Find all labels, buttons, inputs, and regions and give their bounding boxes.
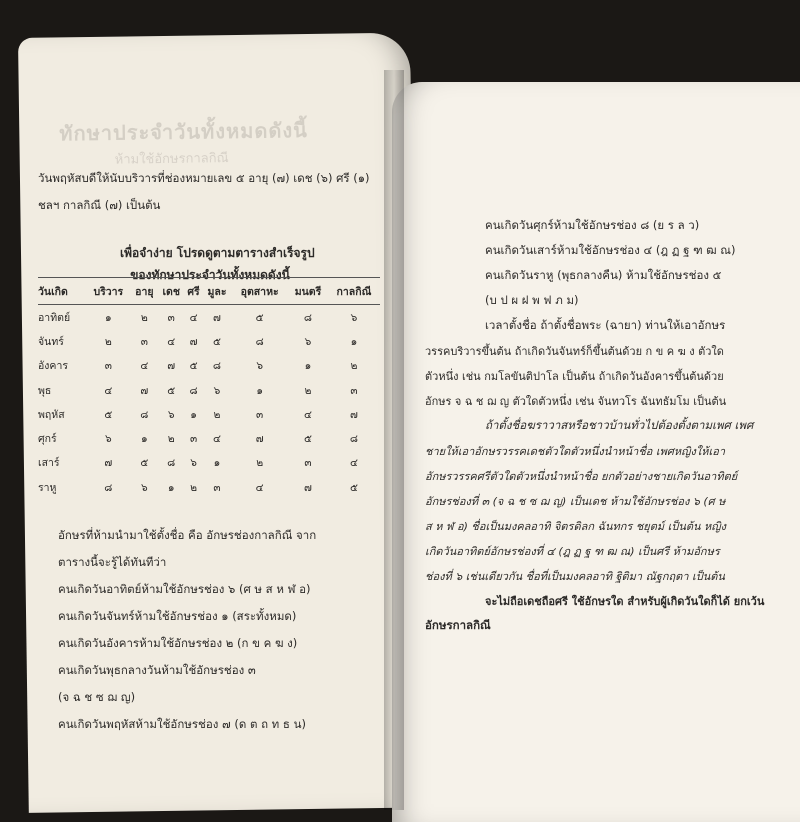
taksa-table [38,277,380,499]
table-cell: ๔ [349,457,358,470]
table-header-row [38,278,380,305]
table-cell: ๖ [304,335,312,348]
table-cell: ๓ [350,384,358,397]
show-through-subheading: ห้ามใช้อักษรกาลกิณี [114,151,229,168]
table-cell: ๔ [140,360,149,373]
table-cell: ๓ [256,408,264,421]
table-cell: ๔ [255,481,264,494]
body-line: คนเกิดวันจันทร์ห้ามใช้อักษรช่อง ๑ (สระทั้งหมด) [58,609,297,623]
book-gutter [384,70,404,810]
table-row [38,305,380,330]
body-line: วรรคบริวารขึ้นต้น ถ้าเกิดวันจันทร์ก็ขึ้นต้นด้วย ก ข ค ฆ ง ตัวใด [425,345,724,358]
col-header: มูละ [203,278,231,305]
table-cell: ๗ [349,408,358,421]
table-cell: ๒ [213,408,221,421]
table-cell: ๑ [167,481,175,494]
table-title-2: ของทักษาประจำวันทั้งหมดดังนี้ [130,268,290,282]
body-line: อักษรวรรคศรีตัวใดตัวหนึ่งนำหน้าชื่อ ยกตัวอย่างชายเกิดวันอาทิตย์ [425,470,738,483]
table-cell: เสาร์ [38,457,60,470]
table-cell: ๘ [189,384,198,397]
body-line: เวลาตั้งชื่อ ถ้าตั้งชื่อพระ (ฉายา) ท่านให้เอาอักษร [485,318,726,332]
table-cell: ๘ [255,335,264,348]
table-cell: ๕ [104,408,113,421]
table-cell: ๘ [167,457,176,470]
table-cell: ๑ [141,433,148,446]
table-cell: ๑ [190,408,197,421]
col-header: เดช [158,278,184,305]
table-row [38,426,380,450]
body-line: ช่องที่ ๖ เช่นเดียวกัน ชื่อที่เป็นมงคลอาทิ ฐิติมา ณัฐกฤตา เป็นต้น [425,570,725,583]
table-row [38,475,380,499]
table-cell: ๗ [213,311,221,324]
table-row [38,378,380,402]
table-cell: ๓ [140,335,148,348]
body-line: ตารางนี้จะรู้ได้ทันทีว่า [58,555,167,569]
body-line: ถ้าตั้งชื่อฆราวาสหรือชาวบ้านทั่วไปต้องตั้งตามเพศ เพศ [485,418,754,432]
table-cell: ๔ [104,384,113,397]
table-cell: ๖ [141,481,148,494]
table-cell: ๘ [104,481,113,494]
table-cell: ๗ [189,335,198,348]
table-cell: ๓ [104,360,112,373]
table-cell: ๖ [256,360,263,373]
col-header: อุตสาหะ [231,278,288,305]
table-cell: จันทร์ [38,335,64,348]
table-cell: ๒ [256,457,264,470]
table-cell: ๗ [304,481,312,494]
body-line: เกิดวันอาทิตย์อักษรช่องที่ ๔ (ฎ ฏ ฐ ฑ ฒ ณ) เป็นศรี ห้ามอักษร [425,545,720,558]
body-line: คนเกิดวันพุธกลางวันห้ามใช้อักษรช่อง ๓ [58,663,256,677]
body-line: อักษรที่ห้ามนำมาใช้ตั้งชื่อ คือ อักษรช่องกาลกิณี จาก [58,528,317,542]
table-cell: ๕ [167,384,176,397]
table-cell: ๖ [104,433,112,446]
table-row [38,329,380,353]
body-line: ส ห ฬ อ) ชื่อเป็นมงคลอาทิ จิตรดิลก ฉันทกร ชยุตม์ เป็นต้น หญิง [425,520,727,533]
table-cell: ราหู [38,481,57,494]
col-header: อายุ [131,278,158,305]
table-cell: ๕ [349,481,358,494]
table-cell: ๓ [167,311,175,324]
col-header: มนตรี [288,278,328,305]
body-line: ตัวหนึ่ง เช่น กมโลขันติปาโล เป็นต้น ถ้าเกิดวันอังคารขึ้นต้นด้วย [425,370,724,383]
body-line: คนเกิดวันศุกร์ห้ามใช้อักษรช่อง ๘ (ย ร ล ว) [485,218,700,232]
table-cell: ๕ [140,457,149,470]
table-cell: ๒ [350,360,358,373]
col-header: กาลกิณี [328,278,380,305]
table-cell: ๖ [167,408,175,421]
table-cell: พฤหัส [38,408,65,421]
table-cell: ๓ [304,457,312,470]
table-cell: อังคาร [38,360,68,373]
body-line: คนเกิดวันพฤหัสห้ามใช้อักษรช่อง ๗ (ด ต ถ ท ธ น) [58,717,306,731]
table-cell: ๗ [104,457,113,470]
col-header: วันเกิด [38,278,86,305]
table-cell: ๒ [140,311,148,324]
table-cell: ๔ [213,433,221,446]
table-cell: ๖ [190,457,197,470]
table-cell: ๗ [255,433,264,446]
table-cell: ๑ [350,335,358,348]
table-cell: ๑ [104,311,112,324]
table-cell: ๘ [349,433,358,446]
table-row [38,354,380,378]
body-line: อักษร จ ฉ ช ฌ ญ ตัวใดตัวหนึ่ง เช่น จันทวโร ฉันทธัมโม เป็นต้น [425,395,727,408]
table-cell: ๗ [167,360,176,373]
table-cell: อาทิตย์ [38,311,71,324]
table-cell: ๔ [304,408,312,421]
table-cell: ๕ [304,433,312,446]
table-cell: ๒ [167,433,175,446]
table-cell: ๔ [167,335,176,348]
col-header: ศรี [184,278,202,305]
table-cell: ๕ [255,311,264,324]
body-line: (บ ป ผ ฝ พ ฟ ภ ม) [485,293,579,307]
table-cell: ๗ [140,384,149,397]
table-cell: ๘ [303,311,313,324]
body-line: อักษรช่องที่ ๓ (จ ฉ ช ซ ฌ ญ) เป็นเดช ห้ามใช้อักษรช่อง ๖ (ศ ษ [425,495,726,508]
body-line: (จ ฉ ช ซ ฌ ญ) [58,690,136,704]
table-cell: ๔ [189,311,198,324]
table-cell: ๕ [189,360,198,373]
body-line: จะไม่ถือเดชถือศรี ใช้อักษรใด สำหรับผู้เกิดวันใดก็ได้ ยกเว้น [485,595,765,608]
body-line: คนเกิดวันอาทิตย์ห้ามใช้อักษรช่อง ๖ (ศ ษ ส ห ฬ อ) [58,582,311,596]
table-cell: ๘ [140,408,149,421]
table-cell: ศุกร์ [38,433,57,446]
table-cell: ๖ [213,384,221,397]
table-cell: ๒ [304,384,312,397]
table-cell: ๑ [256,384,263,397]
table-row [38,402,380,426]
table-title-1: เพื่อจำง่าย โปรดดูตามตารางสำเร็จรูป [120,246,315,260]
table-cell: ๒ [104,335,112,348]
table-cell: ๖ [350,311,358,324]
body-line: ชายให้เอาอักษรวรรคเดชตัวใดตัวหนึ่งนำหน้าชื่อ เพศหญิงให้เอา [425,445,726,458]
body-line: อักษรกาลกิณี [425,618,491,632]
show-through-heading: ทักษาประจำวันทั้งหมดดังนี้ [59,117,308,146]
table-cell: ๑ [213,457,221,470]
table-cell: ๘ [212,360,222,373]
col-header: บริวาร [86,278,131,305]
intro-line-1: วันพฤหัสบดีให้นับบริวารที่ช่องหมายเลข ๕ อายุ (๗) เดช (๖) ศรี (๑) [38,171,370,185]
table-cell: ๕ [213,335,221,348]
intro-line-2: ชลฯ กาลกิณี (๗) เป็นต้น [38,198,161,212]
table-cell: ๑ [304,360,312,373]
table-cell: ๓ [213,481,221,494]
table-cell: ๓ [189,433,198,446]
body-line: คนเกิดวันอังคารห้ามใช้อักษรช่อง ๒ (ก ข ค ฆ ง) [58,636,298,650]
table-cell: พุธ [38,384,52,397]
body-line: คนเกิดวันราหู (พุธกลางคืน) ห้ามใช้อักษรช่อง ๕ [485,268,722,282]
body-line: คนเกิดวันเสาร์ห้ามใช้อักษรช่อง ๔ (ฎ ฏ ฐ ฑ ฒ ณ) [485,243,736,257]
table-row [38,451,380,475]
table-cell: ๒ [190,481,198,494]
